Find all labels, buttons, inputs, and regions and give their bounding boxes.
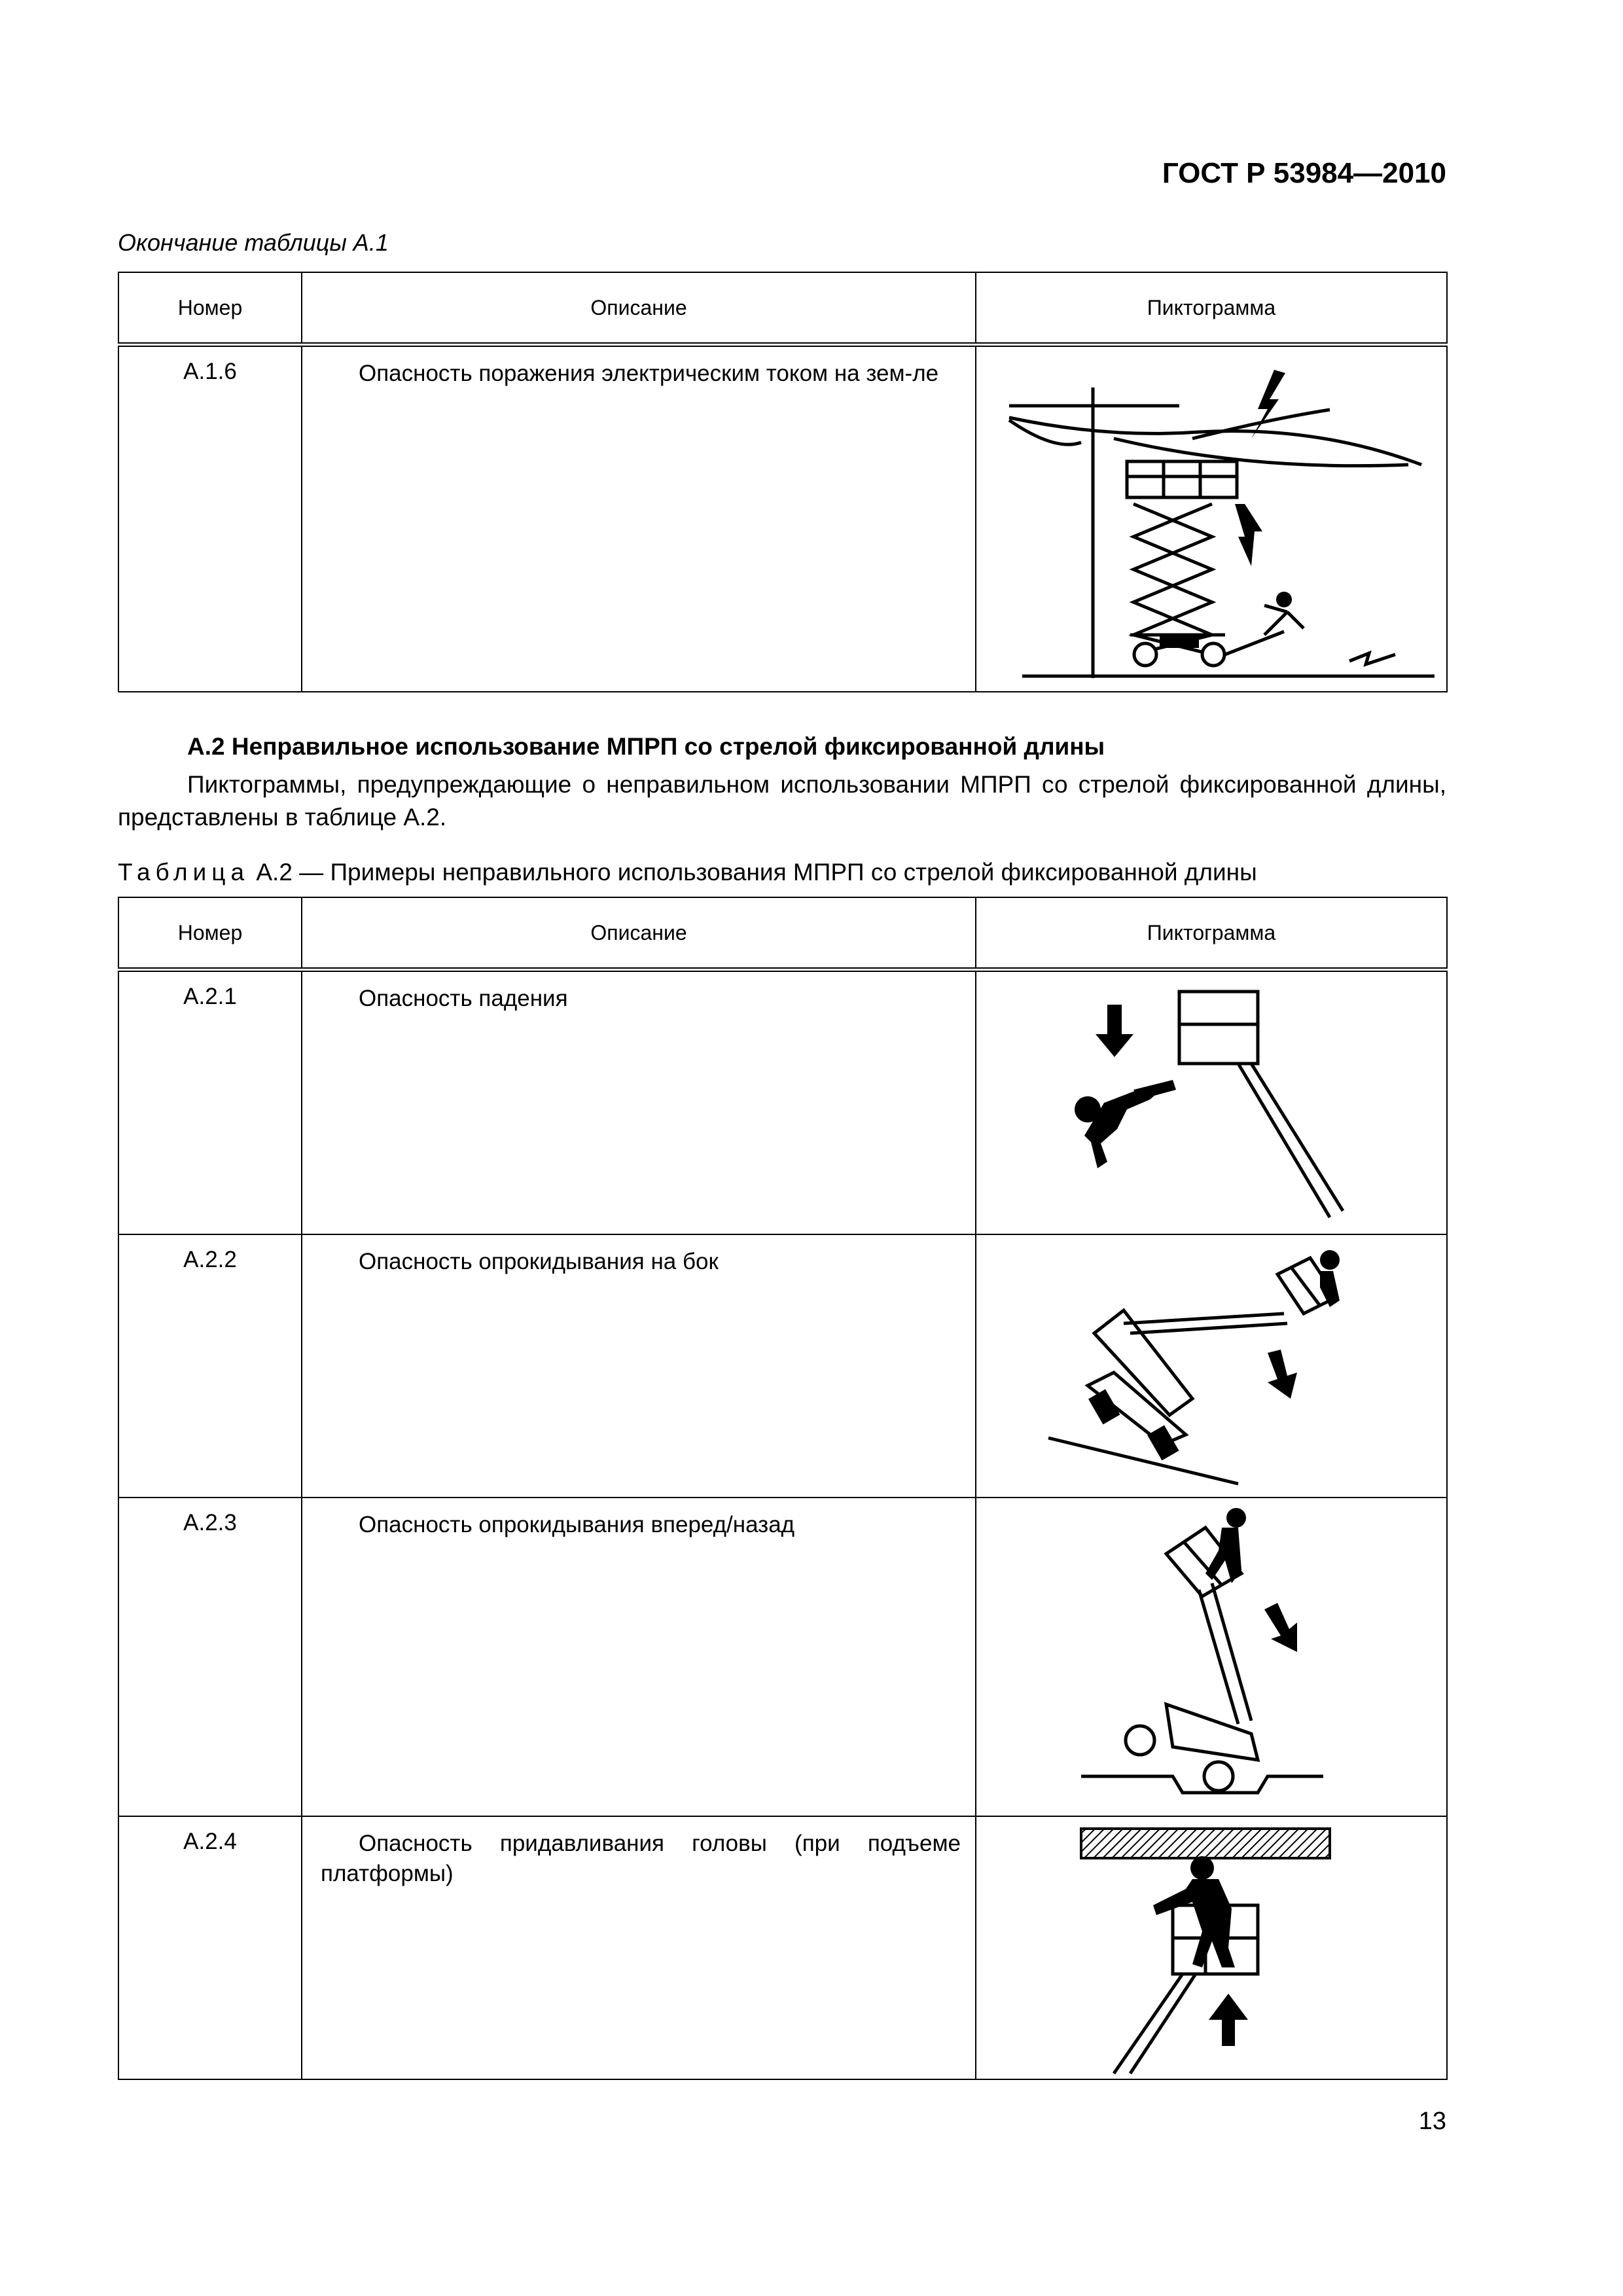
table-caption-prefix: Таблица (118, 859, 250, 886)
fall-hazard-icon (976, 972, 1448, 1234)
table-row (118, 970, 1447, 1235)
table-a1 (118, 272, 1448, 692)
column-header-pictogram: Пиктограмма (976, 897, 1447, 970)
section-paragraph (118, 768, 1446, 834)
document-standard-id: ГОСТ Р 53984—2010 (1162, 157, 1446, 189)
row-description-text: Опасность придавливания головы (при подъеме платформы) (321, 1831, 961, 1886)
pictogram-cell (976, 1816, 1447, 2079)
row-description (302, 970, 976, 1235)
table-header-row (118, 272, 1447, 345)
row-number: А.2.4 (118, 1816, 302, 2079)
column-header-description: Описание (302, 897, 976, 970)
section-heading: А.2 Неправильное использование МПРП со стрелой фиксированной длины (187, 733, 1105, 760)
sideways-tip-over-icon (976, 1235, 1448, 1497)
row-number: А.1.6 (118, 345, 302, 692)
table-caption-text: А.2 — Примеры неправильного использования МПРП со стрелой фиксированной длины (256, 859, 1257, 886)
pictogram-cell (976, 345, 1447, 692)
row-description-text: Опасность поражения электрическим током на зем-ле (359, 361, 939, 386)
electrocution-ground-icon (976, 347, 1448, 691)
pictogram-cell (976, 970, 1447, 1235)
table-row (118, 1816, 1447, 2079)
row-number: А.2.1 (118, 970, 302, 1235)
row-number: А.2.3 (118, 1498, 302, 1816)
page-number: 13 (1418, 2108, 1446, 2135)
column-header-pictogram: Пиктограмма (976, 272, 1447, 345)
table-row (118, 1498, 1447, 1816)
row-description (302, 1498, 976, 1816)
table-header-row (118, 897, 1447, 970)
row-description-text: Опасность падения (359, 986, 568, 1011)
row-number: А.2.2 (118, 1234, 302, 1498)
table-row (118, 345, 1447, 692)
table-row (118, 1234, 1447, 1498)
pictogram-cell (976, 1498, 1447, 1816)
row-description (302, 1234, 976, 1498)
table-a1-caption: Окончание таблицы А.1 (118, 229, 389, 256)
section-paragraph-text: Пиктограммы, предупреждающие о неправильном использовании МПРП со стрелой фиксированной длины, представлены в таблице А.2. (118, 771, 1446, 831)
row-description-text: Опасность опрокидывания на бок (359, 1249, 719, 1274)
column-header-number: Номер (118, 272, 302, 345)
table-a2-caption (118, 859, 1257, 886)
column-header-description: Описание (302, 272, 976, 345)
head-crush-icon (976, 1817, 1448, 2079)
row-description (302, 1816, 976, 2079)
forward-back-tip-over-icon (976, 1498, 1448, 1816)
table-a2 (118, 897, 1448, 2080)
pictogram-cell (976, 1234, 1447, 1498)
row-description (302, 345, 976, 692)
row-description-text: Опасность опрокидывания вперед/назад (359, 1512, 795, 1537)
column-header-number: Номер (118, 897, 302, 970)
